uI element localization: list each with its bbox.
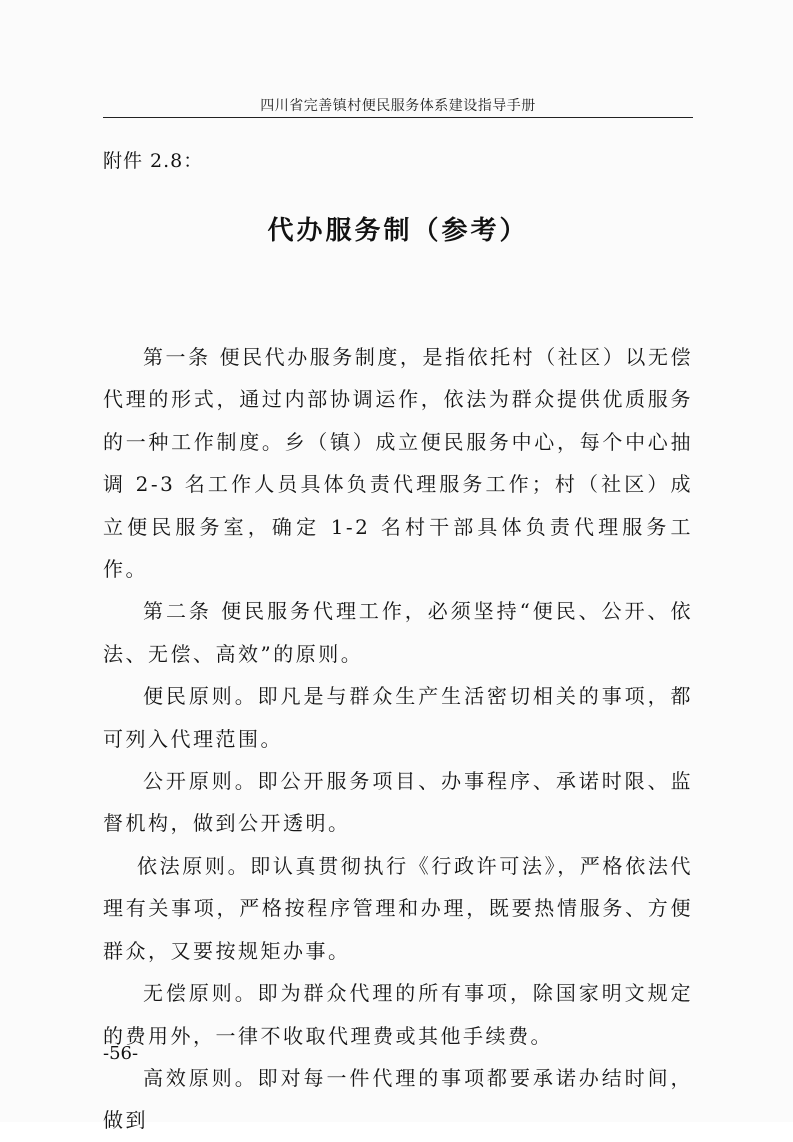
paragraph-efficiency-principle: 高效原则。即对每一件代理的事项都要承诺办结时间，做到 [103, 1065, 693, 1133]
paragraph-openness-principle: 公开原则。即公开服务项目、办事程序、承诺时限、监督机构，做到公开透明。 [103, 769, 693, 836]
paragraph-article-2: 第二条 便民服务代理工作，必须坚持“便民、公开、依法、无偿、高效”的原则。 [103, 599, 693, 666]
running-header: 四川省完善镇村便民服务体系建设指导手册 [260, 98, 536, 114]
attachment-label: 附件 2.8： [103, 150, 204, 172]
paragraph-convenience-principle: 便民原则。即凡是与群众生产生活密切相关的事项，都可列入代理范围。 [103, 684, 693, 751]
body-text [103, 336, 693, 1142]
document-title: 代办服务制（参考） [267, 216, 529, 246]
header-divider [103, 117, 693, 118]
paragraph-legality-principle: 依法原则。即认真贯彻执行《行政许可法》，严格依法代理有关事项，严格按程序管理和办理，既要热情服务、方便群众，又要按规矩办事。 [103, 853, 693, 963]
paragraph-free-of-charge-principle: 无偿原则。即为群众代理的所有事项，除国家明文规定的费用外，一律不收取代理费或其他手续费。 [103, 981, 693, 1048]
page-number: -56- [103, 1043, 139, 1064]
paragraph-article-1: 第一条 便民代办服务制度，是指依托村（社区）以无偿代理的形式，通过内部协调运作，依法为群众提供优质服务的一种工作制度。乡（镇）成立便民服务中心，每个中心抽调 2-3 名工作人员具体负责代理服务工作；村（社区）成立便民服务室，确定 1-2 名村干部具体负责代理服务工作。 [103, 345, 693, 582]
